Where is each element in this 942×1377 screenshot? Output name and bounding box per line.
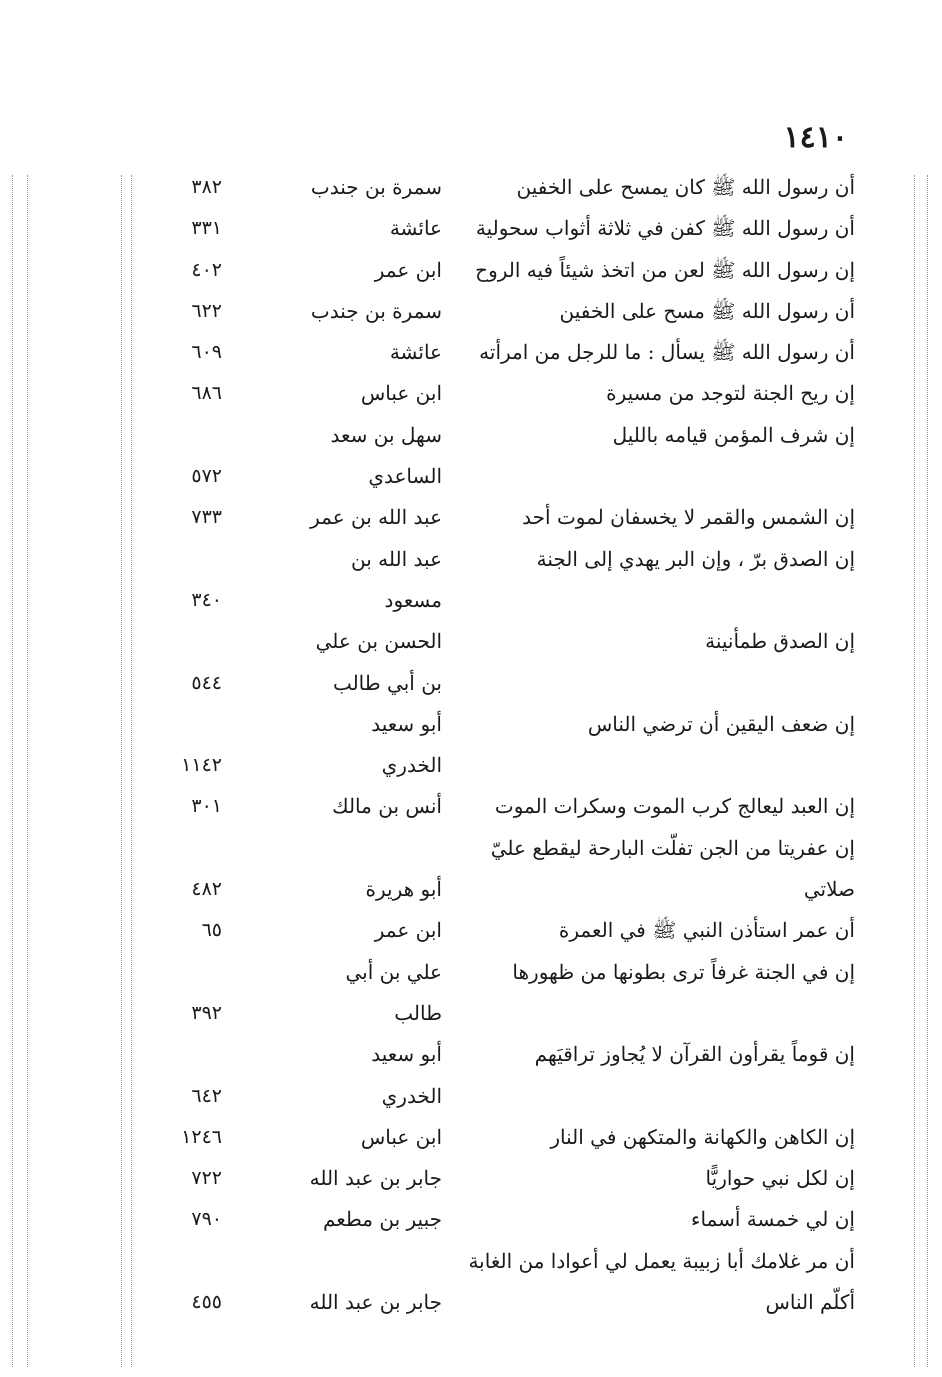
narrator-name: أنس بن مالك xyxy=(332,794,442,819)
index-row xyxy=(0,497,942,538)
narrator-name: سمرة بن جندب xyxy=(310,298,442,323)
hadith-number: ٦٠٩ xyxy=(191,341,222,364)
hadith-text: صلاتي xyxy=(803,877,855,902)
hadith-number: ٥٧٢ xyxy=(191,465,222,488)
narrator-name: الساعدي xyxy=(368,464,442,489)
narrator-name: علي بن أبي xyxy=(345,959,442,984)
narrator-name: سمرة بن جندب xyxy=(310,175,442,199)
index-row xyxy=(0,952,942,993)
index-row xyxy=(0,910,942,951)
index-row xyxy=(0,208,942,249)
index-row xyxy=(0,621,942,662)
index-row xyxy=(0,415,942,456)
index-row xyxy=(0,580,942,621)
index-row xyxy=(0,704,942,745)
hadith-text: إن الكاهن والكهانة والمتكهن في النار xyxy=(550,1124,855,1149)
hadith-number: ٧٩٠ xyxy=(191,1208,222,1231)
narrator-name: عبد الله بن xyxy=(351,546,442,571)
narrator-name: أبو سعيد xyxy=(371,1042,442,1067)
index-row xyxy=(0,1199,942,1240)
hadith-number: ٧٣٣ xyxy=(191,506,222,529)
index-row xyxy=(0,1241,942,1282)
hadith-text: إن لي خمسة أسماء xyxy=(691,1207,855,1232)
hadith-text: أن رسول الله ﷺ كان يمسح على الخفين xyxy=(516,175,855,199)
narrator-name: جبير بن مطعم xyxy=(322,1207,442,1232)
hadith-number: ٤٠٢ xyxy=(191,258,222,281)
hadith-text: أن عمر استأذن النبي ﷺ في العمرة xyxy=(558,918,855,943)
hadith-number: ٣٤٠ xyxy=(191,588,222,611)
narrator-name: الحسن بن علي xyxy=(315,629,442,654)
index-row xyxy=(0,828,942,869)
hadith-text: إن رسول الله ﷺ لعن من اتخذ شيئاً فيه الروح xyxy=(475,257,855,282)
hadith-index-table xyxy=(0,167,942,1323)
hadith-text: إن عفريتا من الجن تفلّت البارحة ليقطع عليّ xyxy=(490,835,855,860)
narrator-name: عائشة xyxy=(389,340,442,365)
hadith-text: أن مر غلامك أبا زبيبة يعمل لي أعوادا من الغابة xyxy=(468,1248,855,1273)
index-row xyxy=(0,250,942,291)
hadith-text: إن الصدق برّ ، وإن البر يهدي إلى الجنة xyxy=(536,546,855,571)
index-row xyxy=(0,745,942,786)
index-row xyxy=(0,1076,942,1117)
hadith-number: ٣٠١ xyxy=(191,795,222,818)
hadith-number: ٣٩٢ xyxy=(191,1001,222,1024)
narrator-name: الخدري xyxy=(381,1083,442,1108)
index-row xyxy=(0,869,942,910)
narrator-name: ابن عباس xyxy=(360,1124,442,1149)
hadith-text: أن رسول الله ﷺ كفن في ثلاثة أثواب سحولية xyxy=(475,216,855,241)
index-row xyxy=(0,332,942,373)
narrator-name: طالب xyxy=(394,1000,442,1025)
hadith-text: إن في الجنة غرفاً ترى بطونها من ظهورها xyxy=(512,959,855,984)
narrator-name: الخدري xyxy=(381,753,442,778)
hadith-number: ٥٤٤ xyxy=(191,671,222,694)
hadith-number: ٣٣١ xyxy=(191,217,222,240)
narrator-name: ابن عمر xyxy=(374,257,442,282)
hadith-text: إن الشمس والقمر لا يخسفان لموت أحد xyxy=(522,505,855,530)
index-row xyxy=(0,663,942,704)
index-row xyxy=(0,1158,942,1199)
hadith-number: ٣٨٢ xyxy=(191,176,222,198)
index-row xyxy=(0,993,942,1034)
hadith-text: إن شرف المؤمن قيامه بالليل xyxy=(612,422,855,447)
narrator-name: ابن عباس xyxy=(360,381,442,406)
index-row xyxy=(0,373,942,414)
hadith-text: أكلّم الناس xyxy=(765,1290,855,1315)
narrator-name: عائشة xyxy=(389,216,442,241)
index-row xyxy=(0,1034,942,1075)
narrator-name: جابر بن عبد الله xyxy=(309,1290,442,1315)
hadith-number: ٦٥ xyxy=(201,919,222,942)
index-row xyxy=(0,1282,942,1323)
index-row xyxy=(0,539,942,580)
narrator-name: مسعود xyxy=(384,587,442,612)
hadith-number: ٦٨٦ xyxy=(191,382,222,405)
hadith-text: أن رسول الله ﷺ يسأل : ما للرجل من امرأته xyxy=(479,340,855,365)
hadith-number: ٦٤٢ xyxy=(191,1084,222,1107)
index-row xyxy=(0,1117,942,1158)
hadith-number: ١٢٤٦ xyxy=(181,1125,222,1148)
narrator-name: أبو هريرة xyxy=(365,877,442,902)
hadith-number: ١١٤٢ xyxy=(181,754,222,777)
hadith-number: ٤٨٢ xyxy=(191,878,222,901)
hadith-text: إن ضعف اليقين أن ترضي الناس xyxy=(587,711,855,736)
narrator-name: أبو سعيد xyxy=(371,711,442,736)
hadith-number: ٧٢٢ xyxy=(191,1167,222,1190)
hadith-text: أن رسول الله ﷺ مسح على الخفين xyxy=(559,298,855,323)
narrator-name: بن أبي طالب xyxy=(332,670,442,695)
narrator-name: عبد الله بن عمر xyxy=(310,505,442,530)
page-number: ١٤١٠ xyxy=(783,120,848,155)
index-row xyxy=(0,456,942,497)
narrator-name: ابن عمر xyxy=(374,918,442,943)
narrator-name: سهل بن سعد xyxy=(330,422,442,447)
narrator-name: جابر بن عبد الله xyxy=(309,1166,442,1191)
index-row xyxy=(0,167,942,208)
hadith-text: إن الصدق طمأنينة xyxy=(705,629,855,654)
hadith-text: إن لكل نبي حواريًّا xyxy=(705,1166,855,1191)
index-row xyxy=(0,291,942,332)
index-row xyxy=(0,786,942,827)
hadith-text: إن ريح الجنة لتوجد من مسيرة xyxy=(606,381,855,406)
hadith-number: ٤٥٥ xyxy=(191,1291,222,1314)
hadith-text: إن قوماً يقرأون القرآن لا يُجاوز تراقيَهم xyxy=(534,1042,855,1067)
hadith-number: ٦٢٢ xyxy=(191,299,222,322)
hadith-text: إن العبد ليعالج كرب الموت وسكرات الموت xyxy=(494,794,855,819)
